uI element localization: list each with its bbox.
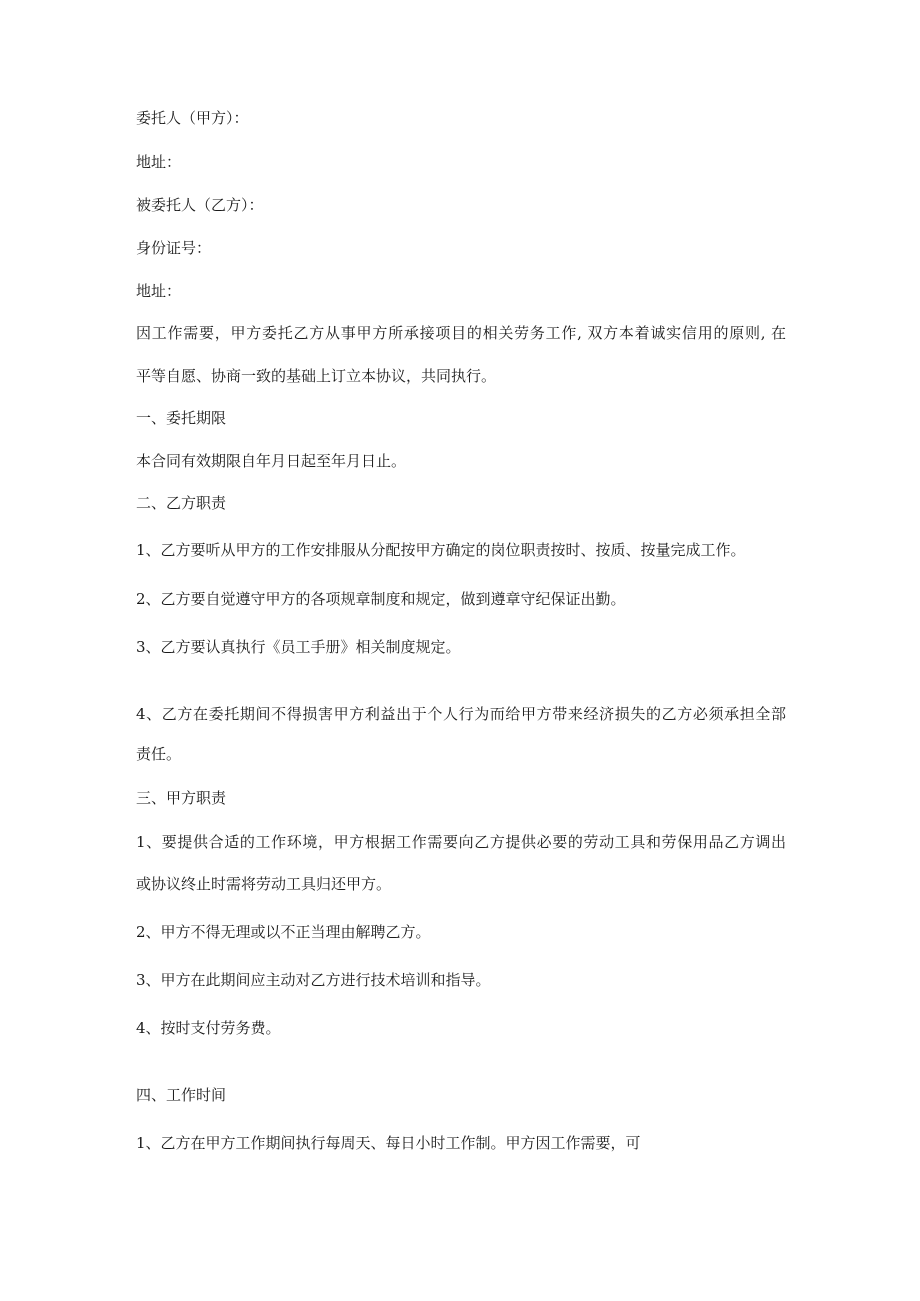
section-title: 一、委托期限: [136, 409, 227, 427]
section-title: 二、乙方职责: [136, 494, 227, 512]
list-item: 1、要提供合适的工作环境，甲方根据工作需要向乙方提供必要的劳动工具和劳保用品乙方调出: [136, 833, 786, 851]
list-item: 2、甲方不得无理或以不正当理由解聘乙方。: [136, 923, 431, 941]
address-b-label: 地址：: [136, 282, 182, 300]
list-item: 或协议终止时需将劳动工具归还甲方。: [136, 875, 392, 893]
list-item: 责任。: [136, 745, 182, 763]
address-a-label: 地址：: [136, 153, 182, 171]
party-a-label: 委托人（甲方）：: [136, 109, 249, 127]
section-title: 四、工作时间: [136, 1086, 227, 1104]
section-body: 本合同有效期限自年月日起至年月日止。: [136, 452, 407, 470]
list-item: 1、乙方在甲方工作期间执行每周天、每日小时工作制。甲方因工作需要，可: [136, 1134, 641, 1152]
list-item: 3、乙方要认真执行《员工手册》相关制度规定。: [136, 638, 461, 656]
party-b-label: 被委托人（乙方）：: [136, 196, 264, 214]
intro-paragraph-line: 因工作需要，甲方委托乙方从事甲方所承接项目的相关劳务工作, 双方本着诚实信用的原则, 在: [136, 324, 786, 342]
id-number-label: 身份证号：: [136, 239, 212, 257]
list-item: 4、乙方在委托期间不得损害甲方利益出于个人行为而给甲方带来经济损失的乙方必须承担全部: [136, 705, 786, 723]
list-item: 2、乙方要自觉遵守甲方的各项规章制度和规定，做到遵章守纪保证出勤。: [136, 590, 626, 608]
list-item: 4、按时支付劳务费。: [136, 1019, 281, 1037]
list-item: 1、乙方要听从甲方的工作安排服从分配按甲方确定的岗位职责按时、按质、按量完成工作。: [136, 541, 746, 559]
section-title: 三、甲方职责: [136, 789, 227, 807]
intro-paragraph-line: 平等自愿、协商一致的基础上订立本协议，共同执行。: [136, 367, 497, 385]
list-item: 3、甲方在此期间应主动对乙方进行技术培训和指导。: [136, 971, 491, 989]
